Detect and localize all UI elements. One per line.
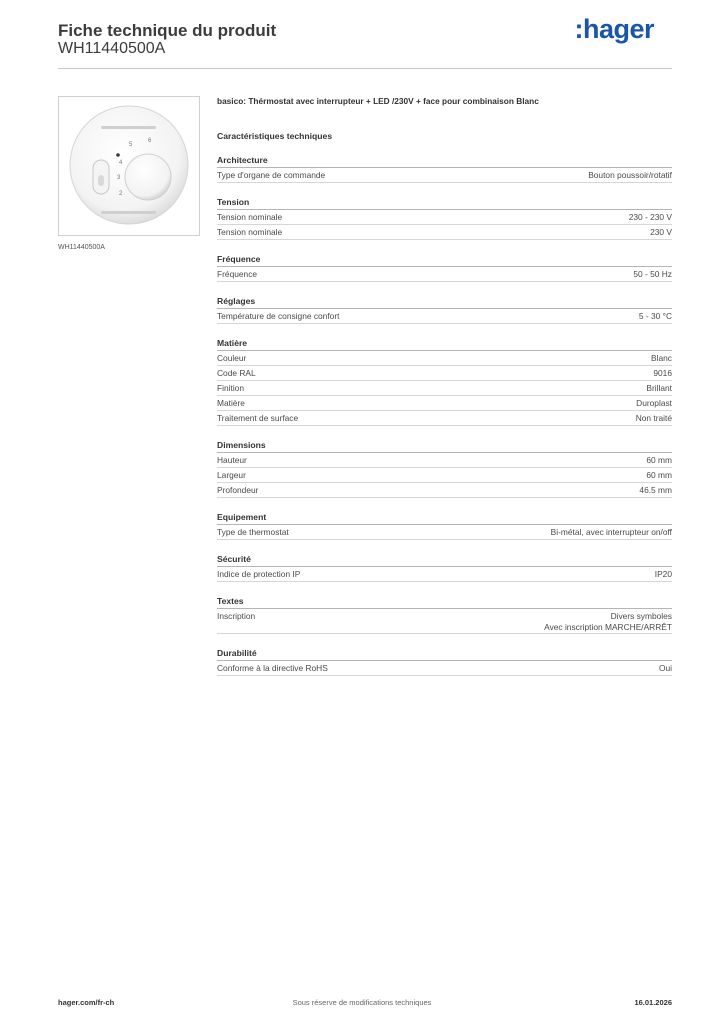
header-divider bbox=[58, 68, 672, 69]
footer-note: Sous réserve de modifications techniques bbox=[292, 998, 432, 1007]
spec-value: 9016 bbox=[653, 368, 672, 378]
spec-row bbox=[217, 396, 672, 411]
spec-value: Non traité bbox=[635, 413, 672, 423]
group-title: Fréquence bbox=[217, 253, 672, 267]
spec-label: Type d'organe de commande bbox=[217, 170, 326, 180]
led-indicator-icon bbox=[116, 153, 120, 157]
spec-row bbox=[217, 210, 672, 225]
spec-group-reglages bbox=[217, 295, 672, 324]
spec-row bbox=[217, 411, 672, 426]
dial-mark: 2 bbox=[119, 191, 123, 197]
product-image bbox=[58, 96, 200, 236]
spec-row bbox=[217, 351, 672, 366]
spec-label: Matière bbox=[217, 398, 245, 408]
spec-label: Code RAL bbox=[217, 368, 256, 378]
spec-group-securite bbox=[217, 553, 672, 582]
spec-label: Indice de protection IP bbox=[217, 569, 301, 579]
switch-lever-shape bbox=[98, 175, 104, 186]
spec-value-line: Avec inscription MARCHE/ARRÊT bbox=[544, 622, 672, 632]
spec-row bbox=[217, 225, 672, 240]
product-reference: WH11440500A bbox=[58, 40, 166, 57]
spec-label: Hauteur bbox=[217, 455, 247, 465]
spec-row bbox=[217, 567, 672, 582]
spec-group-dimensions bbox=[217, 439, 672, 498]
group-title: Durabilité bbox=[217, 647, 672, 661]
spec-value: 60 mm bbox=[646, 455, 672, 465]
footer-url[interactable]: hager.com/fr-ch bbox=[58, 998, 115, 1007]
spec-row bbox=[217, 453, 672, 468]
spec-label: Conforme à la directive RoHS bbox=[217, 663, 328, 673]
spec-value: 230 V bbox=[650, 227, 672, 237]
spec-label: Profondeur bbox=[217, 485, 259, 495]
spec-group-architecture bbox=[217, 154, 672, 183]
page-title: Fiche technique du produit bbox=[58, 21, 277, 40]
spec-content bbox=[217, 94, 672, 676]
spec-label: Fréquence bbox=[217, 269, 258, 279]
spec-value: 50 - 50 Hz bbox=[633, 269, 672, 279]
spec-value: 60 mm bbox=[646, 470, 672, 480]
group-title: Tension bbox=[217, 196, 672, 210]
spec-group-textes bbox=[217, 595, 672, 634]
spec-row bbox=[217, 609, 672, 634]
spec-value: Bouton poussoir/rotatif bbox=[588, 170, 672, 180]
spec-row bbox=[217, 309, 672, 324]
spec-heading: Caractéristiques techniques bbox=[217, 131, 333, 141]
spec-label: Tension nominale bbox=[217, 227, 283, 237]
spec-value: 5 - 30 °C bbox=[638, 311, 672, 321]
spec-row bbox=[217, 267, 672, 282]
spec-row bbox=[217, 483, 672, 498]
spec-label: Largeur bbox=[217, 470, 246, 480]
spec-group-tension bbox=[217, 196, 672, 240]
spec-value: Duroplast bbox=[636, 398, 672, 408]
spec-row bbox=[217, 366, 672, 381]
spec-value: Oui bbox=[658, 663, 672, 673]
spec-value: 46.5 mm bbox=[639, 485, 672, 495]
spec-group-durabilite bbox=[217, 647, 672, 676]
spec-label: Tension nominale bbox=[217, 212, 283, 222]
spec-group-matiere bbox=[217, 337, 672, 426]
dial-mark: 4 bbox=[119, 160, 123, 166]
temperature-dial-icon bbox=[125, 154, 171, 200]
product-description: basico: Thérmostat avec interrupteur + LED /230V + face pour combinaison Blanc bbox=[217, 96, 539, 106]
spec-value: Blanc bbox=[651, 353, 672, 363]
footer-date: 16.01.2026 bbox=[634, 998, 672, 1007]
spec-row bbox=[217, 381, 672, 396]
group-title: Dimensions bbox=[217, 439, 672, 453]
group-title: Equipement bbox=[217, 511, 672, 525]
spec-row bbox=[217, 168, 672, 183]
group-title: Textes bbox=[217, 595, 672, 609]
spec-value: IP20 bbox=[654, 569, 672, 579]
dial-mark: 3 bbox=[117, 175, 121, 181]
spec-value: Bi-métal, avec interrupteur on/off bbox=[550, 527, 672, 537]
spec-value: Brillant bbox=[646, 383, 672, 393]
spec-label: Type de thermostat bbox=[217, 527, 289, 537]
thermostat-image bbox=[59, 97, 199, 235]
spec-label: Traitement de surface bbox=[217, 413, 299, 423]
spec-label: Finition bbox=[217, 383, 244, 393]
spec-value-line: Divers symboles bbox=[610, 611, 672, 621]
group-title: Sécurité bbox=[217, 553, 672, 567]
dial-mark: 6 bbox=[148, 138, 152, 144]
spec-value: 230 - 230 V bbox=[628, 212, 672, 222]
spec-label: Couleur bbox=[217, 353, 247, 363]
bottom-slot-shape bbox=[101, 211, 156, 214]
spec-value bbox=[544, 611, 672, 633]
hager-logo: :hager bbox=[574, 14, 654, 44]
spec-label: Inscription bbox=[217, 611, 256, 621]
group-title: Matière bbox=[217, 337, 672, 351]
image-caption: WH11440500A bbox=[58, 244, 105, 251]
spec-row bbox=[217, 468, 672, 483]
spec-row bbox=[217, 661, 672, 676]
spec-label: Température de consigne confort bbox=[217, 311, 340, 321]
spec-group-equipement bbox=[217, 511, 672, 540]
spec-group-frequence bbox=[217, 253, 672, 282]
top-slot-shape bbox=[101, 126, 156, 129]
spec-row bbox=[217, 525, 672, 540]
group-title: Architecture bbox=[217, 154, 672, 168]
group-title: Réglages bbox=[217, 295, 672, 309]
dial-mark: 5 bbox=[129, 142, 133, 148]
